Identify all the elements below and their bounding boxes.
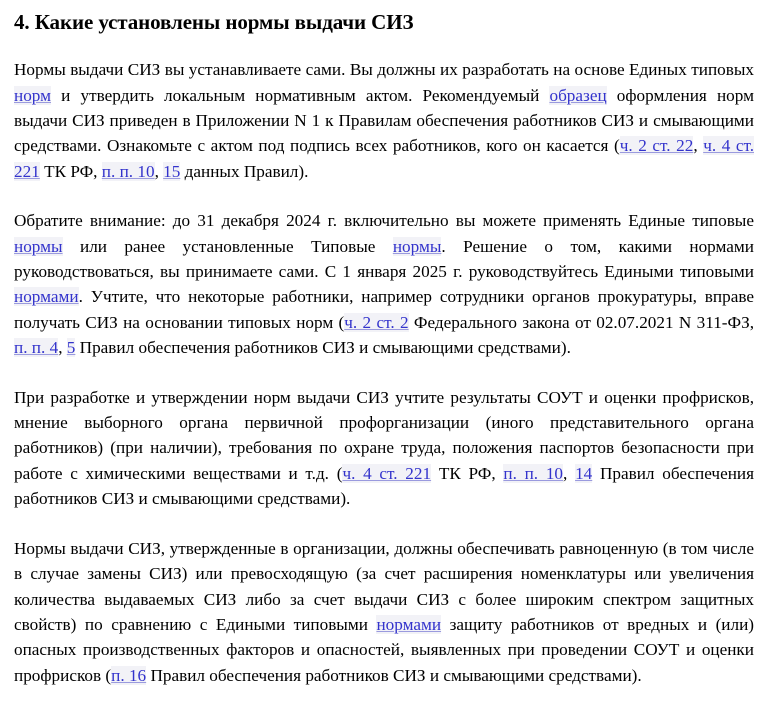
- paragraph-text: Правил обеспечения работников СИЗ и смывающими средствами).: [75, 338, 571, 358]
- paragraph-text: ,: [154, 161, 164, 181]
- paragraph-text: Федерального закона от 02.07.2021 N 311-ФЗ,: [408, 312, 754, 332]
- document-link[interactable]: ч. 2 ст. 2: [344, 312, 409, 332]
- paragraph-text: ,: [693, 136, 704, 156]
- document-link[interactable]: норм: [14, 85, 52, 105]
- paragraph-text: ТК РФ,: [39, 161, 102, 181]
- document-link[interactable]: нормы: [14, 236, 63, 256]
- paragraph-text: Правил обеспечения работников СИЗ и смывающими средствами).: [14, 463, 755, 509]
- document-link[interactable]: нормами: [14, 287, 79, 307]
- document-link[interactable]: ч. 4 ст. 221: [342, 463, 432, 483]
- paragraph-text: ТК РФ,: [431, 463, 504, 483]
- paragraph-text: ,: [58, 338, 67, 358]
- document-link[interactable]: п. п. 4: [14, 338, 59, 358]
- paragraph-text: и утвердить локальным нормативным актом. Рекомендуемый: [51, 85, 550, 105]
- document-link[interactable]: нормы: [392, 236, 442, 256]
- document-link[interactable]: 15: [163, 161, 181, 181]
- paragraph: [14, 385, 754, 512]
- paragraph-text: ,: [563, 463, 576, 483]
- document-link[interactable]: образец: [549, 85, 607, 105]
- paragraph: [14, 536, 754, 688]
- paragraph-text: . Решение о том, какими нормами руководствоваться, вы принимаете сами. С 1 января 2025 г. руководствуйтесь Едиными типовыми: [14, 236, 754, 282]
- paragraph-text: Правил обеспечения работников СИЗ и смывающими средствами).: [146, 665, 642, 685]
- paragraph-text: данных Правил).: [180, 161, 309, 181]
- paragraph-text: защиту работников от вредных и (или) опасных производственных факторов и опасностей, выявленных при проведении СОУТ и оценки профрисков (: [14, 614, 754, 685]
- paragraph-text: Нормы выдачи СИЗ, утвержденные в организации, должны обеспечивать равноценную (в том числе в случае замены СИЗ) или превосходящую (за счет расширения номенклатуры или увеличения количества выдаваемых СИЗ либо за счет выдачи СИЗ с более широким спектром защитных свойств) по сравнению с Едиными типовыми: [14, 538, 754, 634]
- page-title: 4. Какие установлены нормы выдачи СИЗ: [14, 10, 414, 34]
- document-link[interactable]: п. п. 10: [101, 161, 155, 181]
- document-link[interactable]: п. п. 10: [503, 463, 564, 483]
- document-link[interactable]: п. 16: [111, 665, 147, 685]
- document-link[interactable]: 5: [66, 338, 76, 358]
- paragraph-text: . Учтите, что некоторые работники, например сотрудники органов прокуратуры, вправе получать СИЗ на основании типовых норм (: [14, 287, 754, 332]
- document-body: [14, 57, 754, 688]
- paragraph: [14, 208, 754, 360]
- paragraph-text: При разработке и утверждении норм выдачи СИЗ учтите результаты СОУТ и оценки профрисков, мнение выборного органа первичной профорганизации (иного представительного органа работников) (при наличии), требования по охране труда, положения паспортов безопасности при работе с химическими веществами и т.д. (: [14, 387, 754, 483]
- document-link[interactable]: ч. 4 ст. 221: [14, 136, 754, 181]
- paragraph-text: или ранее установленные Типовые: [62, 236, 393, 256]
- document-link[interactable]: нормами: [376, 614, 442, 634]
- paragraph-text: Нормы выдачи СИЗ вы устанавливаете сами. Вы должны их разработать на основе Единых типовых: [14, 60, 754, 80]
- document-link[interactable]: 14: [575, 463, 593, 483]
- paragraph-text: оформления норм выдачи СИЗ приведен в Приложении N 1 к Правилам обеспечения работников СИЗ и смывающими средствами. Ознакомьте с актом под подпись всех работников, кого он касается (: [14, 85, 754, 156]
- paragraph: [14, 57, 754, 184]
- paragraph-text: Обратите внимание: до 31 декабря 2024 г. включительно вы можете применять Единые типовые: [14, 211, 754, 231]
- document-link[interactable]: ч. 2 ст. 22: [619, 136, 694, 156]
